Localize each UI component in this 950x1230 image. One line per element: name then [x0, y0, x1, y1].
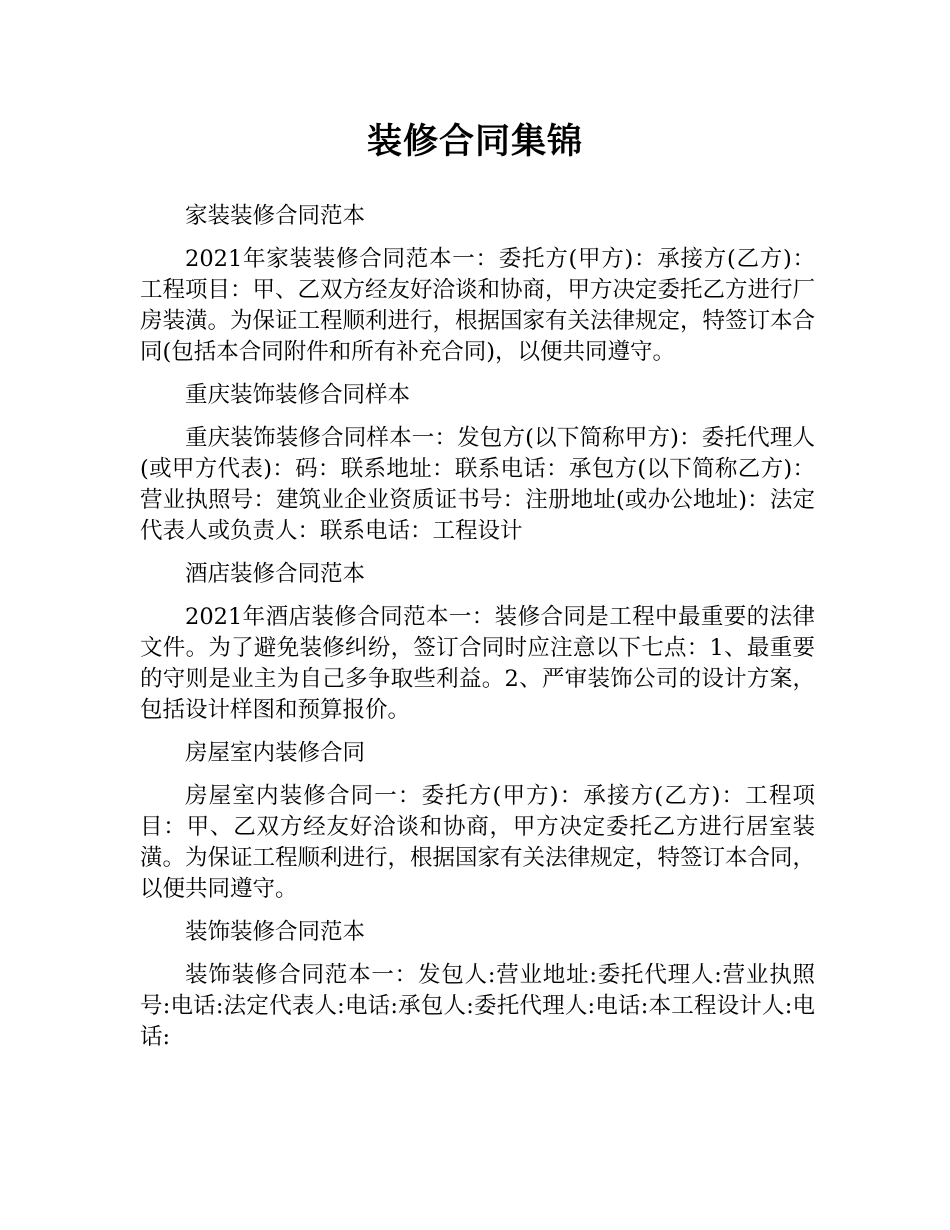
document-content	[140, 201, 815, 1065]
section-body: 房屋室内装修合同一：委托方(甲方)：承接方(乙方)：工程项目：甲、乙双方经友好洽谈和协商，甲方决定委托乙方进行居室装潢。为保证工程顺利进行，根据国家有关法律规定，特签订本合同，以便共同遵守。	[140, 783, 816, 902]
section-heading: 酒店装修合同范本	[185, 561, 366, 587]
section-heading: 装饰装修合同范本	[185, 919, 366, 945]
section-heading: 房屋室内装修合同	[185, 740, 366, 766]
section-body: 2021年家装装修合同范本一：委托方(甲方)：承接方(乙方)：工程项目：甲、乙双方经友好洽谈和协商，甲方决定委托乙方进行厂房装潢。为保证工程顺利进行，根据国家有关法律规定，特签订本合同(包括本合同附件和所有补充合同)，以便共同遵守。	[140, 246, 816, 365]
section-body: 装饰装修合同范本一：发包人:营业地址:委托代理人:营业执照号:电话:法定代表人:电话:承包人:委托代理人:电话:本工程设计人:电话:	[140, 962, 815, 1050]
section-heading: 家装装修合同范本	[185, 203, 366, 229]
section-body: 重庆装饰装修合同样本一：发包方(以下简称甲方)：委托代理人(或甲方代表)：码：联系地址：联系电话：承包方(以下简称乙方)：营业执照号：建筑业企业资质证书号：注册地址(或办公地址)：法定代表人或负责人：联系电话：工程设计	[140, 425, 815, 544]
section-heading: 重庆装饰装修合同样本	[185, 382, 411, 408]
document-title: 装修合同集锦	[366, 122, 583, 162]
section-body: 2021年酒店装修合同范本一：装修合同是工程中最重要的法律文件。为了避免装修纠纷，签订合同时应注意以下七点：1、最重要的守则是业主为自己多争取些利益。2、严审装饰公司的设计方案，包括设计样图和预算报价。	[140, 604, 815, 723]
